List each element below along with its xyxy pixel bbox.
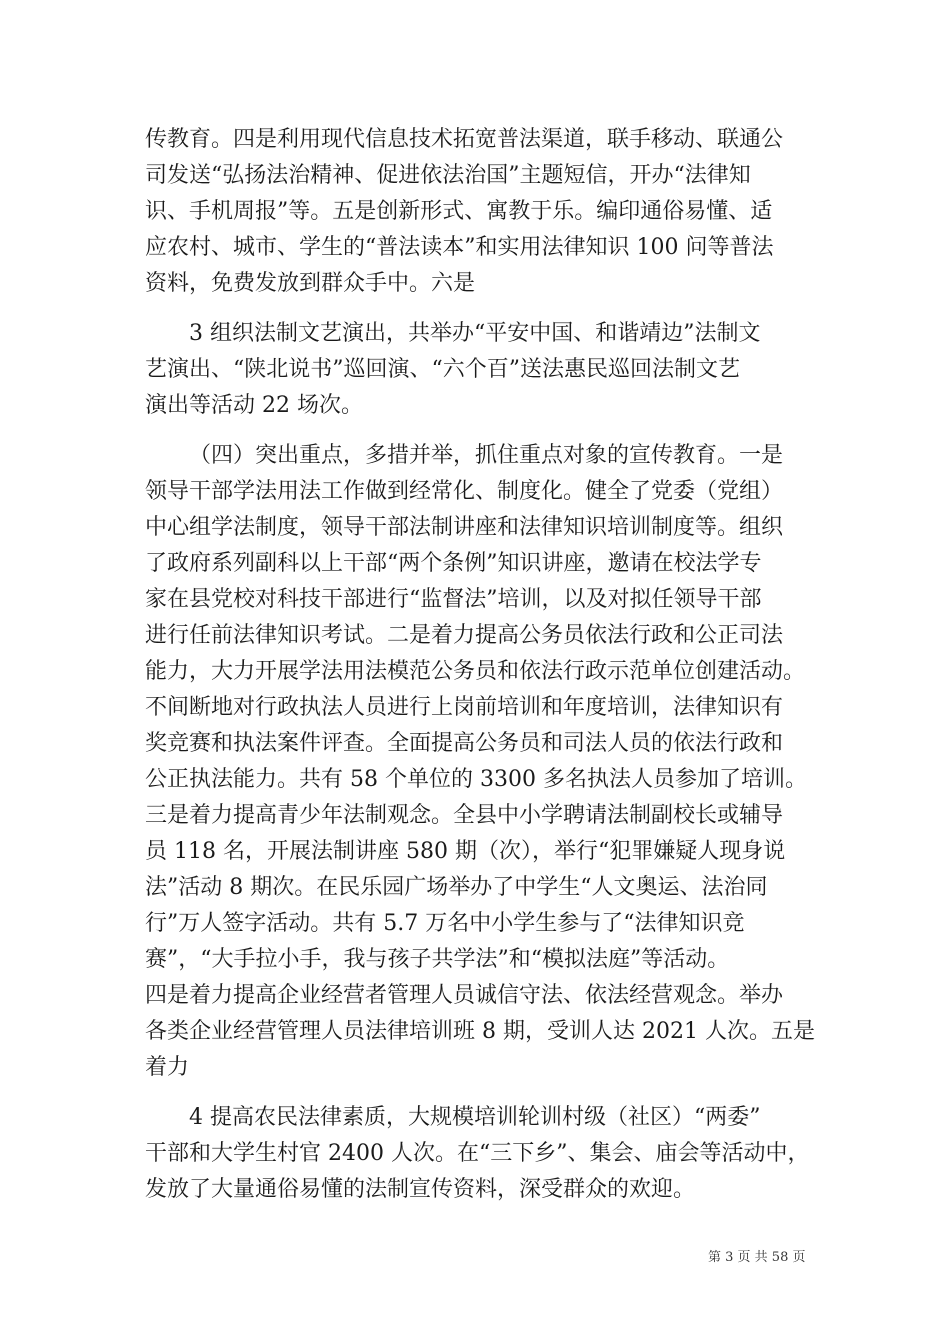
text-line: 艺演出、“陕北说书”巡回演、“六个百”送法惠民巡回法制文艺	[145, 357, 740, 382]
text-line: 家在县党校对科技干部进行“监督法”培训，以及对拟任领导干部	[145, 587, 762, 612]
text-line: 不间断地对行政执法人员进行上岗前培训和年度培训，法律知识有	[145, 695, 784, 720]
text-line: 3 组织法制文艺演出，共举办“平安中国、和谐靖边”法制文	[189, 321, 761, 346]
text-line: 干部和大学生村官 2400 人次。在“三下乡”、集会、庙会等活动中，	[145, 1141, 810, 1166]
text-line: 能力，大力开展学法用法模范公务员和依法行政示范单位创建活动。	[145, 659, 806, 684]
paragraph-gap	[145, 302, 810, 316]
text-line: 资料，免费发放到群众手中。六是	[145, 271, 476, 296]
text-line: 法”活动 8 期次。在民乐园广场举办了中学生“人文奥运、法治同	[145, 875, 768, 900]
text-line: 传教育。四是利用现代信息技术拓宽普法渠道，联手移动、联通公	[145, 127, 784, 152]
text-line: 领导干部学法用法工作做到经常化、制度化。健全了党委（党组）	[145, 479, 784, 504]
text-line: 各类企业经营管理人员法律培训班 8 期，受训人达 2021 人次。五是	[145, 1019, 815, 1044]
text-line: 应农村、城市、学生的“普法读本”和实用法律知识 100 问等普法	[145, 235, 774, 260]
paragraph-gap	[145, 1086, 810, 1100]
text-line: 演出等活动 22 场次。	[145, 393, 363, 418]
text-line: 四是着力提高企业经营者管理人员诚信守法、依法经营观念。举办	[145, 983, 784, 1008]
paragraph-gap	[145, 424, 810, 438]
text-line: 着力	[145, 1055, 190, 1080]
text-line: 识、手机周报”等。五是创新形式、寓教于乐。编印通俗易懂、适	[145, 199, 773, 224]
page-number-footer: 第 3 页 共 58 页	[708, 1250, 806, 1265]
text-line: 了政府系列副科以上干部“两个条例”知识讲座，邀请在校法学专	[145, 551, 762, 576]
text-line: 公正执法能力。共有 58 个单位的 3300 多名执法人员参加了培训。	[145, 767, 807, 792]
text-line: 行”万人签字活动。共有 5.7 万名中小学生参与了“法律知识竞	[145, 911, 745, 936]
text-line: 发放了大量通俗易懂的法制宣传资料，深受群众的欢迎。	[145, 1177, 696, 1202]
text-line: 4 提高农民法律素质，大规模培训轮训村级（社区）“两委”	[189, 1105, 761, 1130]
text-line: 三是着力提高青少年法制观念。全县中小学聘请法制副校长或辅导	[145, 803, 784, 828]
text-line: 中心组学法制度，领导干部法制讲座和法律知识培训制度等。组织	[145, 515, 784, 540]
text-line: 员 118 名，开展法制讲座 580 期（次），举行“犯罪嫌疑人现身说	[145, 839, 786, 864]
text-line: 进行任前法律知识考试。二是着力提高公务员依法行政和公正司法	[145, 623, 784, 648]
text-line: 司发送“弘扬法治精神、促进依法治国”主题短信，开办“法律知	[145, 163, 751, 188]
text-line: 赛”，“大手拉小手，我与孩子共学法”和“模拟法庭”等活动。	[145, 947, 730, 972]
document-body	[145, 122, 815, 1208]
text-line: 奖竞赛和执法案件评查。全面提高公务员和司法人员的依法行政和	[145, 731, 784, 756]
text-line: （四）突出重点，多措并举，抓住重点对象的宣传教育。一是	[189, 443, 784, 468]
